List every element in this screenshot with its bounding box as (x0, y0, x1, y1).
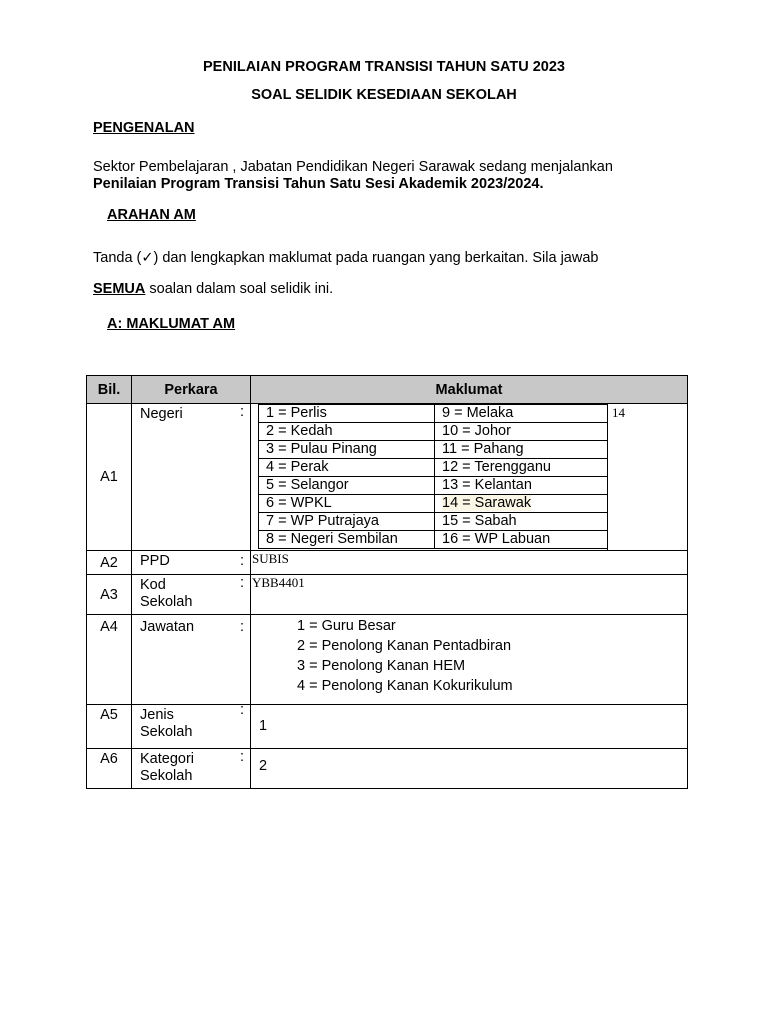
bil-a2: A2 (87, 551, 132, 575)
colon: : (239, 619, 244, 635)
perkara-sekolah: Sekolah (140, 594, 193, 610)
option-item: 2 = Kedah (259, 423, 435, 441)
table-row-a5 (87, 705, 688, 749)
option-item: 1 = Perlis (259, 405, 435, 423)
option-item: 5 = Selangor (259, 477, 435, 495)
bil-a4-label: A4 (100, 619, 118, 635)
option-item: 8 = Negeri Sembilan (259, 531, 435, 549)
list-item: 4 = Penolong Kanan Kokurikulum (297, 678, 513, 694)
option-item: 16 = WP Labuan (435, 531, 608, 549)
perkara-negeri: Negeri (140, 406, 183, 422)
table-row-a3 (87, 575, 688, 615)
colon: : (239, 553, 244, 569)
list-item: 3 = Penolong Kanan HEM (297, 658, 466, 674)
bil-a5 (87, 705, 132, 749)
negeri-options-table (258, 404, 608, 549)
selected-option-highlight: 14 = Sarawak (442, 495, 532, 511)
perkara-kod: Kod (140, 577, 166, 593)
bil-a1: A1 (87, 404, 132, 551)
table-row-a2 (87, 551, 688, 575)
section-a-heading: A: MAKLUMAT AM (107, 316, 236, 332)
answer-divider (607, 404, 608, 550)
table-header-row (87, 376, 688, 404)
option-item: 13 = Kelantan (435, 477, 608, 495)
colon: : (239, 702, 244, 718)
perkara-ppd: PPD (140, 553, 170, 569)
list-item: 2 = Penolong Kanan Pentadbiran (297, 638, 512, 654)
document-title: PENILAIAN PROGRAM TRANSISI TAHUN SATU 2023 (203, 59, 565, 75)
negeri-cell (251, 404, 688, 551)
arahan-text-rest: soalan dalam soal selidik ini. (145, 281, 334, 297)
pengenalan-text: Sektor Pembelajaran , Jabatan Pendidikan Negeri Sarawak sedang menjalankan (93, 159, 613, 175)
perkara-sekolah: Sekolah (140, 724, 193, 740)
header-perkara: Perkara (132, 376, 251, 404)
pengenalan-text-bold: Penilaian Program Transisi Tahun Satu Sesi Akademik 2023/2024. (93, 176, 544, 192)
pengenalan-heading: PENGENALAN (93, 120, 195, 136)
perkara-kategori: Kategori (140, 751, 195, 767)
option-item: 3 = Pulau Pinang (259, 441, 435, 459)
option-item: 9 = Melaka (435, 405, 608, 423)
jawatan-options (297, 616, 513, 696)
jenis-sekolah-answer[interactable]: 1 (259, 718, 268, 734)
ppd-answer[interactable]: SUBIS (252, 551, 289, 566)
bil-a3: A3 (87, 575, 132, 615)
kategori-sekolah-answer[interactable]: 2 (259, 758, 268, 774)
table-row-a1 (87, 404, 688, 551)
option-item: 4 = Perak (259, 459, 435, 477)
bil-a6 (87, 749, 132, 789)
colon: : (239, 749, 244, 765)
kod-sekolah-answer[interactable]: YBB4401 (252, 575, 305, 590)
arahan-text-2 (93, 281, 333, 297)
colon: : (239, 575, 244, 591)
perkara-jenis: Jenis (140, 707, 174, 723)
semua-emphasis: SEMUA (93, 281, 146, 297)
perkara-sekolah: Sekolah (140, 768, 193, 784)
option-item: 10 = Johor (435, 423, 608, 441)
header-bil: Bil. (87, 376, 132, 404)
arahan-text: Tanda (✓) dan lengkapkan maklumat pada ruangan yang berkaitan. Sila jawab (93, 250, 599, 266)
arahan-heading: ARAHAN AM (107, 207, 196, 223)
table-row-a6 (87, 749, 688, 789)
option-item: 15 = Sabah (435, 513, 608, 531)
option-item: 7 = WP Putrajaya (259, 513, 435, 531)
bil-a5-label: A5 (100, 707, 118, 723)
document-subtitle: SOAL SELIDIK KESEDIAAN SEKOLAH (251, 87, 517, 103)
option-item: 6 = WPKL (259, 495, 435, 513)
option-item-selected (435, 495, 608, 513)
maklumat-am-table (86, 375, 688, 789)
table-row-a4 (87, 615, 688, 705)
header-maklumat: Maklumat (251, 376, 688, 404)
bil-a4 (87, 615, 132, 705)
list-item: 1 = Guru Besar (297, 618, 396, 634)
bil-a6-label: A6 (100, 751, 118, 767)
option-item: 12 = Terengganu (435, 459, 608, 477)
perkara-jawatan: Jawatan (140, 619, 195, 635)
option-item: 11 = Pahang (435, 441, 608, 459)
colon: : (239, 404, 244, 420)
negeri-answer[interactable]: 14 (612, 405, 625, 420)
